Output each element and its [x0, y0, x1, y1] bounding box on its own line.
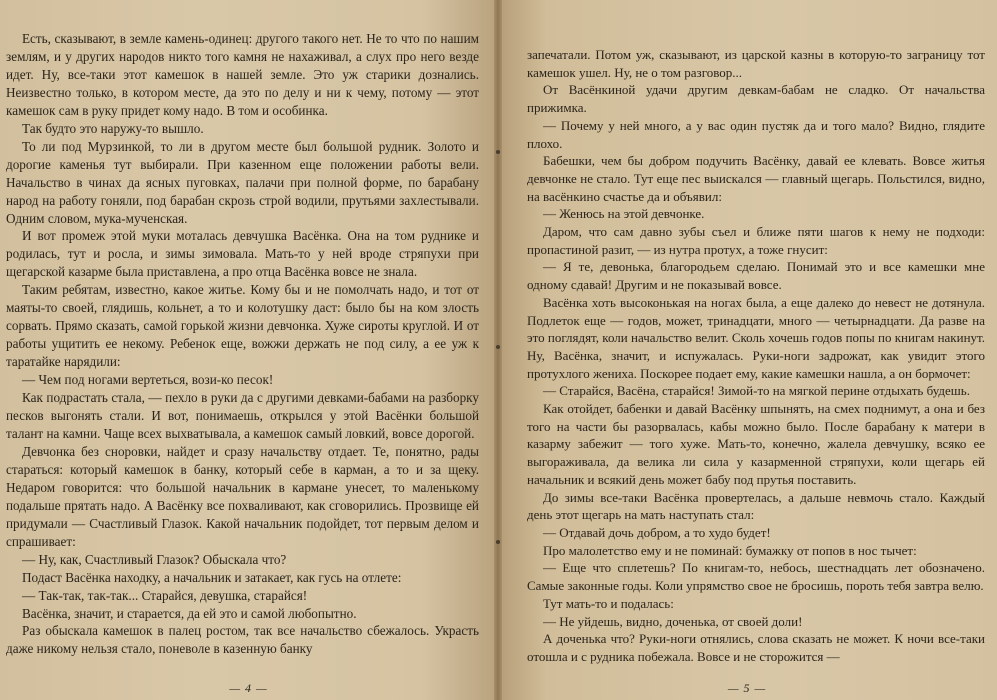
right-page: [497, 0, 997, 700]
binding-stitch: [496, 540, 500, 544]
paragraph: Про малолетство ему и не поминай: бумажку от попов в нос тычет:: [543, 542, 917, 558]
paragraph: — Еще что сплетешь? По книгам-то, небось, шестнадцать лет обозначено. Самые законные годы. Коли упрямство свое не бросишь, пороть тебя завтра велю.: [527, 560, 985, 594]
paragraph: — Не уйдешь, видно, доченька, от своей доли!: [543, 613, 803, 629]
paragraph: И вот промеж этой муки моталась девчушка Васёнка. Она на том руднике и родилась, тут и росла, и зимы зимовала. Мать-то у ней вроде стряпухи при щегарской казарме была приставлена, а про отца Васёнка вовсе не знала.: [6, 228, 479, 280]
left-page: [0, 0, 497, 700]
page-number-right: — 5 —: [727, 681, 767, 695]
paragraph: Тут мать-то и подалась:: [543, 595, 674, 611]
paragraph: Васёнка, значит, и старается, да ей это и самой любопытно.: [22, 605, 357, 621]
page-number-left: — 4 —: [229, 681, 268, 695]
paragraph: Есть, сказывают, в земле камень-одинец: другого такого нет. Не то что по нашим землям, и у других народов никто того камня не нахаживал, а слух про него везде идет. Ну, все-таки этот камешок в нашей земле. Это уж старики дознались. Неизвестно только, в котором месте, да это по делу и ни к чему, потому — этот камешок сам в руку придет кому надо. В том и особинка.: [6, 31, 479, 118]
paragraph: — Так-так, так-так... Старайся, девушка, старайся!: [22, 587, 308, 603]
left-page-text: [6, 30, 479, 658]
paragraph: Васёнка хоть высоконькая на ногах была, а еще далеко до невест не дотянула. Подлеток еще — годов, может, тринадцати, много — четырнадцати. Да разве на это поглядят, коли начальство велит. Сколь хочешь годов попы по книгам накинут. Ну, Васёнка, значит, и испужалась. Руки-ноги задрожат, как увидит этого протухлого жениха. Поскорее подает ему, какие камешки нашла, а он бормочет:: [527, 294, 985, 381]
paragraph: — Я те, девонька, благородьем сделаю. Понимай это и все камешки мне одному сдавай! Другим и не показывай вовсе.: [527, 259, 985, 293]
paragraph: Даром, что сам давно зубы съел и ближе пяти шагов к нему не подходи: пропастиной разит, — из нутра протух, а тоже гнусит:: [527, 224, 985, 257]
paragraph: Таким ребятам, известно, какое житье. Кому бы и не помолчать надо, и тот от маяты-то своей, глядишь, кольнет, а то и колотушку даст: было бы на ком злость сорвать. Прямо сказать, самой горькой жизни девчонка. Хуже сироты круглой. И от работы ущитить ее некому. Ребенок еще, вожжи держать не под силу, а ее уж к таратайке нарядили:: [6, 282, 479, 370]
paragraph: Бабешки, чем бы добром подучить Васёнку, давай ее клевать. Вовсе житья девчонке не стало. Тут еще пес выискался — главный щегарь. Польстился, видно, на васёнкино счастье да и объявил:: [527, 153, 985, 204]
right-page-text: [527, 46, 985, 666]
paragraph: Так будто это наружу-то вышло.: [22, 120, 204, 136]
paragraph: А доченька что? Руки-ноги отнялись, слова сказать не может. К ночи все-таки отошла и с рудника побежала. Вовсе и не сторожится —: [527, 631, 985, 664]
binding-stitch: [496, 345, 500, 349]
binding-stitch: [496, 150, 500, 154]
paragraph: Как подрастать стала, — пехло в руки да с другими девками-бабами на разборку песков выгонять стали. И вот, понимаешь, открылся у этой Васёнки большой талант на камни. Чаще всех выхватывала, а камешок самый ловкий, вовсе дорогой.: [6, 390, 479, 441]
paragraph: — Ну, как, Счастливый Глазок? Обыскала что?: [22, 551, 287, 567]
paragraph: — Чем под ногами вертеться, вози-ко песок!: [22, 372, 274, 388]
paragraph: Как отойдет, бабенки и давай Васёнку шпынять, на смех поднимут, а она и без того на части бы разорвалась, кабы можно было. После барабану к матери в казарму забежит — того хуже. Мать-то, конечно, жалела девчушку, всяко ее выгораживала, да велика ли сила у казарменной стряпухи, коли щегарь ей начальник и всякий день может бабу под прутья поставить.: [527, 401, 985, 487]
paragraph: — Женюсь на этой девчонке.: [543, 206, 705, 222]
paragraph: Девчонка без сноровки, найдет и сразу начальству отдает. Те, понятно, рады стараться: который камешок в банку, который себе в карман, а то и за щеку. Недаром говорится: что большой начальник в кармане унесет, то маленькому подальше прятать надо. А Васёнку все похваливают, как сговорились. Прозвище ей придумали — Счастливый Глазок. Какой начальник подойдет, тот первым делом и спрашивает:: [6, 443, 479, 549]
book-gutter: [494, 0, 502, 700]
paragraph: То ли под Мурзинкой, то ли в другом месте был большой рудник. Золото и дорогие каменья тут выбирали. При казенном еще положении работы вели. Начальство в чинах да ясных пуговках, палачи при полной форме, по барабану народ на работу гоняли, под барабан скрозь строй водили, прутьями захлестывали. Одним словом, мука-мученская.: [6, 138, 479, 226]
paragraph: От Васёнкиной удачи другим девкам-бабам не сладко. От начальства прижимка.: [527, 82, 985, 116]
paragraph: — Старайся, Васёна, старайся! Зимой-то на мягкой перине отдыхать будешь.: [543, 383, 970, 399]
paragraph: — Отдавай дочь добром, а то худо будет!: [543, 524, 771, 540]
paragraph: — Почему у ней много, а у вас один пустяк да и того мало? Видно, глядите плохо.: [527, 117, 985, 151]
paragraph: Раз обыскала камешок в палец ростом, так все начальство сбежалось. Украсть даже никому нельзя стало, поневоле в казенную банку: [6, 623, 479, 657]
paragraph: До зимы все-таки Васёнка провертелась, а дальше невмочь стало. Каждый день этот щегарь на мать наступать стал:: [527, 489, 985, 523]
paragraph: запечатали. Потом уж, сказывают, из царской казны в которую-то заграницу тот камешок ушел. Ну, не о том разговор...: [527, 47, 985, 80]
paragraph: Подаст Васёнка находку, а начальник и затакает, как гусь на отлете:: [22, 569, 402, 585]
